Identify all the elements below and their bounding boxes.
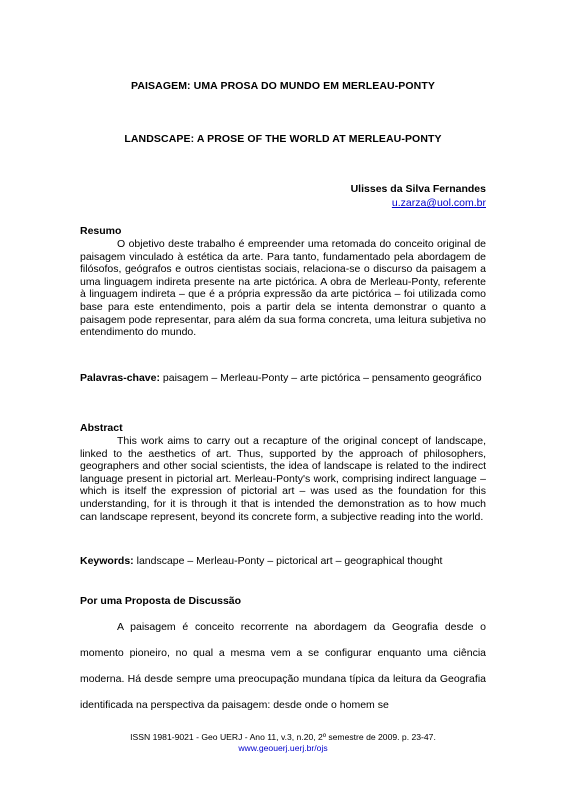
author-block [351, 182, 486, 210]
keywords-text: landscape – Merleau-Ponty – pictorical art – geographical thought [133, 555, 443, 567]
palavras-chave [80, 372, 486, 385]
footer-citation: ISSN 1981-9021 - Geo UERJ - Ano 11, v.3, n.20, 2º semestre de 2009. p. 23-47. [130, 732, 436, 742]
abstract-heading: Abstract [80, 422, 123, 434]
palavras-chave-label: Palavras-chave: [80, 372, 160, 384]
footer [60, 732, 506, 754]
keywords [80, 555, 486, 568]
resumo-heading: Resumo [80, 225, 122, 237]
palavras-chave-text: paisagem – Merleau-Ponty – arte pictórica – pensamento geográfico [159, 372, 482, 384]
keywords-label: Keywords: [80, 555, 134, 567]
title-portuguese: PAISAGEM: UMA PROSA DO MUNDO EM MERLEAU-PONTY [131, 80, 435, 92]
title-english: LANDSCAPE: A PROSE OF THE WORLD AT MERLEAU-PONTY [124, 133, 442, 145]
abstract-text: This work aims to carry out a recapture of the original concept of landscape, linked to the aesthetics of art. Thus, supported by the approach of philosophers, geographers and other social scientists, the idea of landscape is related to the indirect language present in pictorial art. Merleau-Ponty's work, comprising indirect language – which is itself the expression of pictorial art – was used as the foundation for this understanding, for it is through it that is intended the demonstration as to how much can landscape represent, beyond its concrete form, a subjective reading into the world. [80, 435, 486, 523]
section-heading: Por uma Proposta de Discussão [80, 595, 242, 607]
author-email-link[interactable]: u.zarza@uol.com.br [391, 197, 486, 209]
footer-url-link[interactable]: www.geouerj.uerj.br/ojs [238, 743, 328, 753]
section-body-text: A paisagem é conceito recorrente na abordagem da Geografia desde o momento pioneiro, no qual a mesma vem a se configurar enquanto uma ciência moderna. Há desde sempre uma preocupação mundana típica da leitura da Geografia identificada na perspectiva da paisagem: desde onde o homem se [80, 621, 486, 711]
resumo-text: O objetivo deste trabalho é empreender uma retomada do conceito original de paisagem vinculado à estética da arte. Para tanto, fundamentado pela abordagem de filósofos, geógrafos e outros cientistas sociais, relaciona-se o discurso da paisagem a uma linguagem indireta presente na arte pictórica. A obra de Merleau-Ponty, referente à linguagem indireta – que é a própria expressão da arte pictórica – foi utilizada como base para este entendimento, pois a partir dela se intenta demonstrar o quanto a paisagem pode representar, para além da sua forma concreta, uma leitura subjetiva no entendimento do mundo. [80, 238, 486, 339]
author-name: Ulisses da Silva Fernandes [350, 183, 486, 195]
